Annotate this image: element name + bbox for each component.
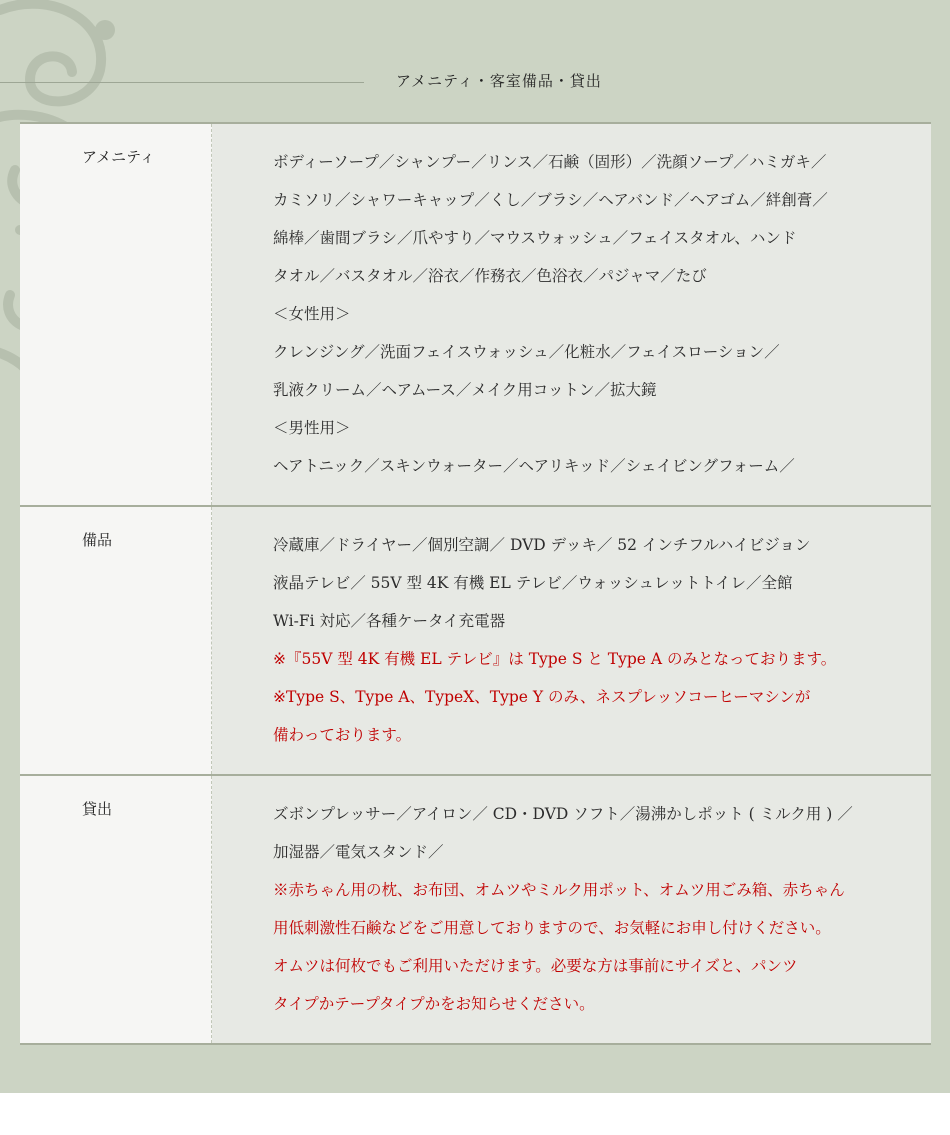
heading-rule bbox=[0, 82, 364, 83]
amenity-line: クレンジング／洗面フェイスウォッシュ／化粧水／フェイスローション／ bbox=[273, 343, 780, 361]
amenity-line: 乳液クリーム／ヘアムース／メイク用コットン／拡大鏡 bbox=[273, 381, 657, 399]
equipment-note: ※『55V 型 4K 有機 EL テレビ』は Type S と Type A のみとなっております。 bbox=[273, 650, 837, 668]
amenity-subheading-male: ＜男性用＞ bbox=[273, 419, 351, 437]
equipment-line: Wi-Fi 対応／各種ケータイ充電器 bbox=[273, 612, 506, 630]
rental-note: タイプかテープタイプかをお知らせください。 bbox=[273, 995, 595, 1013]
row-content-amenity bbox=[212, 124, 931, 505]
amenity-line: カミソリ／シャワーキャップ／くし／ブラシ／ヘアバンド／ヘアゴム／絆創膏／ bbox=[273, 191, 828, 209]
rental-line: ズボンプレッサー／アイロン／ CD・DVD ソフト／湯沸かしポット ( ミルク用 ) ／ bbox=[273, 805, 853, 823]
section-heading: アメニティ・客室備品・貸出 bbox=[396, 72, 602, 90]
amenities-table bbox=[20, 122, 931, 1045]
amenity-line: ボディーソープ／シャンプー／リンス／石鹸（固形）／洗顔ソープ／ハミガキ／ bbox=[273, 153, 827, 171]
row-content-rental bbox=[212, 776, 931, 1043]
amenity-subheading-female: ＜女性用＞ bbox=[273, 305, 351, 323]
table-row-amenity bbox=[20, 124, 931, 507]
row-label-rental: 貸出 bbox=[20, 776, 212, 1043]
amenity-line: タオル／バスタオル／浴衣／作務衣／色浴衣／パジャマ／たび bbox=[273, 267, 707, 285]
equipment-note: 備わっております。 bbox=[273, 726, 412, 744]
amenity-line: ヘアトニック／スキンウォーター／ヘアリキッド／シェイビングフォーム／ bbox=[273, 457, 795, 475]
rental-note: ※赤ちゃん用の枕、お布団、オムツやミルク用ポット、オムツ用ごみ箱、赤ちゃん bbox=[273, 881, 845, 899]
rental-note: 用低刺激性石鹸などをご用意しておりますので、お気軽にお申し付けください。 bbox=[273, 919, 831, 937]
rental-line: 加湿器／電気スタンド／ bbox=[273, 843, 444, 861]
row-label-amenity: アメニティ bbox=[20, 124, 212, 505]
row-content-equipment bbox=[212, 507, 931, 774]
equipment-note: ※Type S、Type A、TypeX、Type Y のみ、ネスプレッソコーヒーマシンが bbox=[273, 688, 811, 706]
table-row-equipment bbox=[20, 507, 931, 776]
rental-note: オムツは何枚でもご利用いただけます。必要な方は事前にサイズと、パンツ bbox=[273, 957, 798, 975]
row-label-equipment: 備品 bbox=[20, 507, 212, 774]
table-row-rental bbox=[20, 776, 931, 1045]
amenity-line: 綿棒／歯間ブラシ／爪やすり／マウスウォッシュ／フェイスタオル、ハンド bbox=[273, 229, 797, 247]
equipment-line: 冷蔵庫／ドライヤー／個別空調／ DVD デッキ／ 52 インチフルハイビジョン bbox=[273, 536, 811, 554]
equipment-line: 液晶テレビ／ 55V 型 4K 有機 EL テレビ／ウォッシュレットトイレ／全館 bbox=[273, 574, 793, 592]
